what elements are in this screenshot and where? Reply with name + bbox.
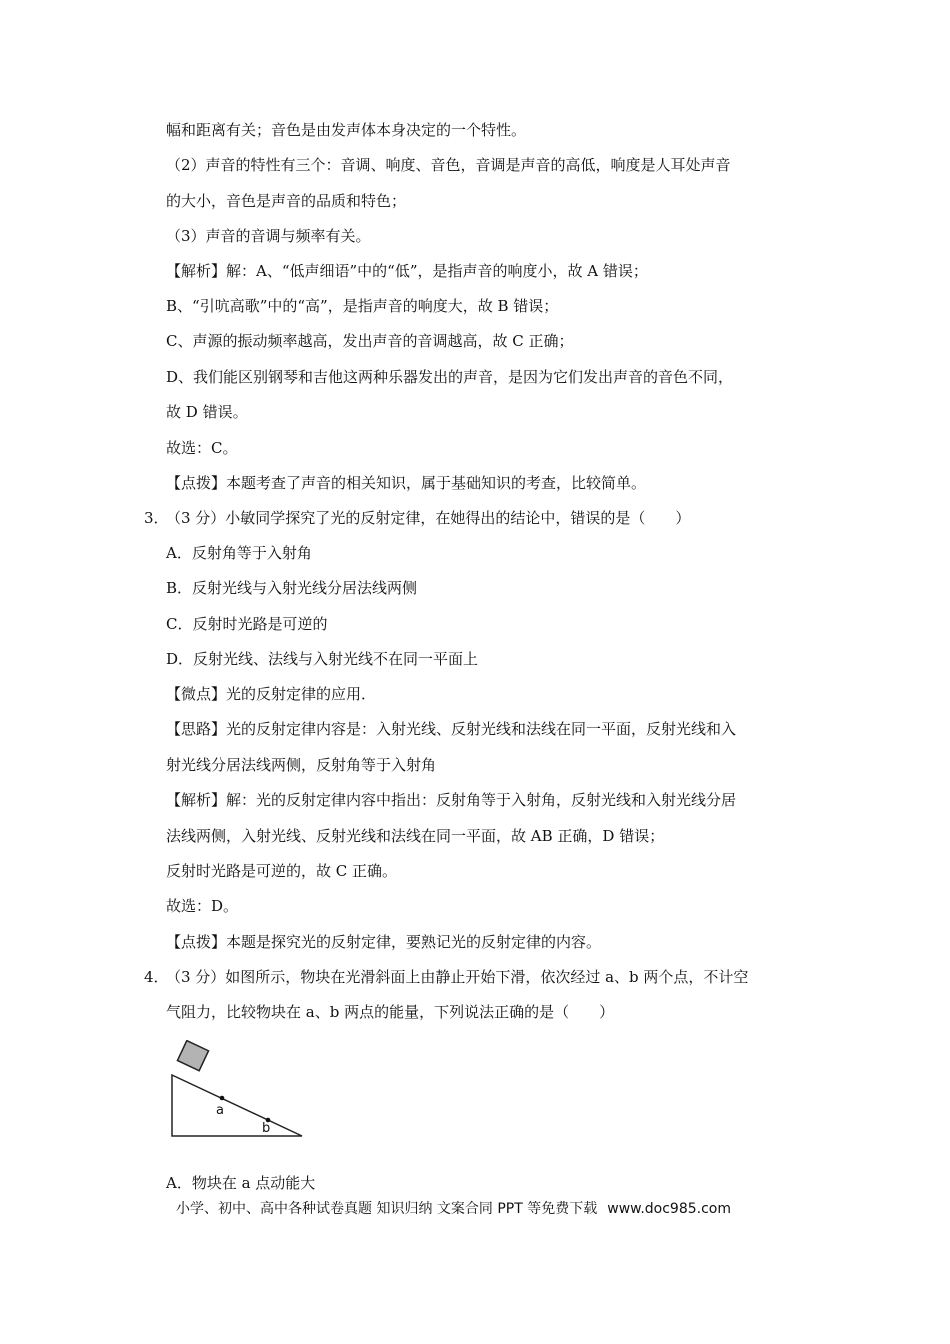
- incline-triangle: [172, 1075, 302, 1136]
- text-line: （3）声音的音调与频率有关。: [166, 227, 371, 245]
- text-line: 故选：C。: [166, 439, 238, 457]
- page-footer: [176, 1198, 731, 1218]
- analysis-line: 故选：D。: [166, 897, 239, 915]
- text-line: 【点拨】本题考查了声音的相关知识，属于基础知识的考查，比较简单。: [166, 474, 647, 492]
- text-line: 的大小，音色是声音的品质和特色；: [166, 192, 407, 210]
- analysis-line: 【点拨】本题是探究光的反射定律，要熟记光的反射定律的内容。: [166, 933, 602, 951]
- incline-figure: [168, 1040, 308, 1140]
- text-line: （2）声音的特性有三个：音调、响度、音色，音调是声音的高低，响度是人耳处声音: [166, 156, 731, 174]
- question-text: （3 分）小敏同学探究了光的反射定律，在她得出的结论中，错误的是（ ）: [166, 509, 691, 527]
- analysis-line: 法线两侧，入射光线、反射光线和法线在同一平面，故 AB 正确，D 错误；: [166, 827, 665, 845]
- text-line: D、我们能区别钢琴和吉他这两种乐器发出的声音，是因为它们发出声音的音色不同，: [166, 368, 734, 386]
- point-b-label: b: [262, 1121, 271, 1136]
- block: [177, 1041, 208, 1071]
- question-4-stem: [144, 967, 748, 987]
- text-line: C、声源的振动频率越高，发出声音的音调越高，故 C 正确；: [166, 332, 574, 350]
- option-a: A．物块在 a 点动能大: [166, 1174, 316, 1192]
- text-line: 【解析】解：A、“低声细语”中的“低”，是指声音的响度小，故 A 错误；: [166, 262, 648, 280]
- point-a-dot: [220, 1096, 225, 1101]
- option-c: C．反射时光路是可逆的: [166, 615, 328, 633]
- question-number: 3．: [144, 509, 169, 527]
- footer-url[interactable]: www.doc985.com: [607, 1201, 731, 1217]
- point-a-label: a: [216, 1103, 224, 1118]
- text-line: B、“引吭高歌”中的“高”，是指声音的响度大，故 B 错误；: [166, 297, 559, 315]
- text-line: 故 D 错误。: [166, 403, 248, 421]
- analysis-line: 【解析】解：光的反射定律内容中指出：反射角等于入射角，反射光线和入射光线分居: [166, 791, 737, 809]
- option-d: D．反射光线、法线与入射光线不在同一平面上: [166, 650, 479, 668]
- analysis-line: 【微点】光的反射定律的应用．: [166, 685, 377, 703]
- question-text: （3 分）如图所示，物块在光滑斜面上由静止开始下滑，依次经过 a、b 两个点，不计空: [166, 968, 749, 986]
- option-a: A．反射角等于入射角: [166, 544, 312, 562]
- analysis-line: 射光线分居法线两侧，反射角等于入射角: [166, 756, 437, 774]
- footer-text: 小学、初中、高中各种试卷真题 知识归纳 文案合同 PPT 等免费下载: [176, 1201, 598, 1217]
- question-4-stem-cont: 气阻力，比较物块在 a、b 两点的能量，下列说法正确的是（ ）: [166, 1003, 615, 1021]
- question-number: 4．: [144, 968, 169, 986]
- analysis-line: 【思路】光的反射定律内容是：入射光线、反射光线和法线在同一平面，反射光线和入: [166, 720, 737, 738]
- option-b: B．反射光线与入射光线分居法线两侧: [166, 579, 418, 597]
- question-3-stem: [144, 508, 690, 528]
- analysis-line: 反射时光路是可逆的，故 C 正确。: [166, 862, 398, 880]
- text-line: 幅和距离有关；音色是由发声体本身决定的一个特性。: [166, 121, 527, 139]
